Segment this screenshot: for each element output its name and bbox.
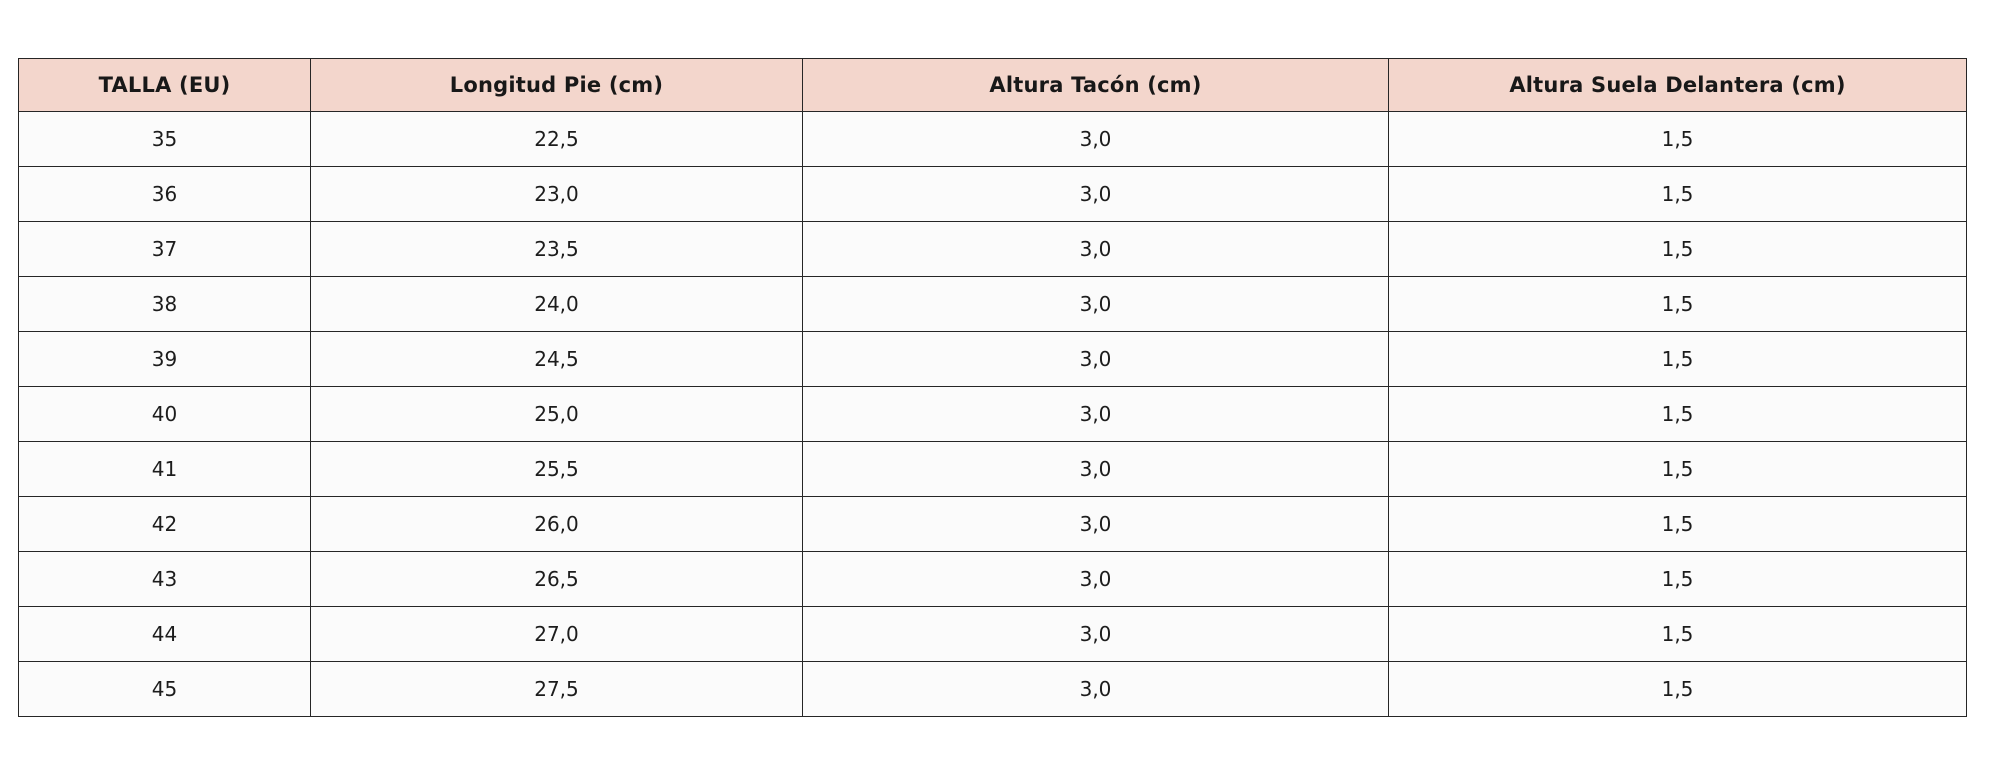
cell-longitud-pie: 27,5 — [311, 662, 803, 717]
table-header-row — [19, 59, 1967, 112]
cell-talla: 44 — [19, 607, 311, 662]
cell-longitud-pie: 26,5 — [311, 552, 803, 607]
cell-talla: 36 — [19, 167, 311, 222]
column-header-longitud-pie: Longitud Pie (cm) — [311, 59, 803, 112]
cell-longitud-pie: 24,0 — [311, 277, 803, 332]
table-row — [19, 497, 1967, 552]
table-row — [19, 277, 1967, 332]
cell-altura-suela: 1,5 — [1389, 442, 1967, 497]
table-row — [19, 112, 1967, 167]
table-header — [19, 59, 1967, 112]
cell-altura-suela: 1,5 — [1389, 112, 1967, 167]
cell-longitud-pie: 25,0 — [311, 387, 803, 442]
cell-altura-tacon: 3,0 — [803, 332, 1389, 387]
cell-longitud-pie: 25,5 — [311, 442, 803, 497]
cell-altura-suela: 1,5 — [1389, 662, 1967, 717]
size-chart-table — [18, 58, 1967, 717]
cell-talla: 45 — [19, 662, 311, 717]
cell-altura-suela: 1,5 — [1389, 222, 1967, 277]
table-row — [19, 662, 1967, 717]
cell-altura-suela: 1,5 — [1389, 277, 1967, 332]
column-header-altura-tacon: Altura Tacón (cm) — [803, 59, 1389, 112]
table-row — [19, 167, 1967, 222]
column-header-talla: TALLA (EU) — [19, 59, 311, 112]
cell-talla: 37 — [19, 222, 311, 277]
cell-talla: 42 — [19, 497, 311, 552]
size-chart-container — [18, 58, 1966, 717]
cell-altura-tacon: 3,0 — [803, 277, 1389, 332]
table-row — [19, 387, 1967, 442]
table-row — [19, 222, 1967, 277]
cell-talla: 38 — [19, 277, 311, 332]
table-row — [19, 332, 1967, 387]
cell-altura-suela: 1,5 — [1389, 167, 1967, 222]
cell-altura-tacon: 3,0 — [803, 552, 1389, 607]
cell-talla: 39 — [19, 332, 311, 387]
cell-altura-suela: 1,5 — [1389, 332, 1967, 387]
cell-altura-tacon: 3,0 — [803, 442, 1389, 497]
table-body — [19, 112, 1967, 717]
cell-altura-tacon: 3,0 — [803, 387, 1389, 442]
cell-altura-tacon: 3,0 — [803, 167, 1389, 222]
cell-talla: 40 — [19, 387, 311, 442]
cell-altura-tacon: 3,0 — [803, 222, 1389, 277]
cell-altura-tacon: 3,0 — [803, 497, 1389, 552]
column-header-altura-suela-delantera: Altura Suela Delantera (cm) — [1389, 59, 1967, 112]
cell-longitud-pie: 23,0 — [311, 167, 803, 222]
table-row — [19, 607, 1967, 662]
table-row — [19, 552, 1967, 607]
cell-longitud-pie: 23,5 — [311, 222, 803, 277]
table-row — [19, 442, 1967, 497]
cell-altura-tacon: 3,0 — [803, 112, 1389, 167]
cell-altura-suela: 1,5 — [1389, 552, 1967, 607]
cell-longitud-pie: 24,5 — [311, 332, 803, 387]
cell-longitud-pie: 27,0 — [311, 607, 803, 662]
cell-altura-tacon: 3,0 — [803, 662, 1389, 717]
cell-longitud-pie: 22,5 — [311, 112, 803, 167]
cell-altura-suela: 1,5 — [1389, 497, 1967, 552]
cell-altura-suela: 1,5 — [1389, 387, 1967, 442]
cell-talla: 43 — [19, 552, 311, 607]
cell-talla: 35 — [19, 112, 311, 167]
cell-talla: 41 — [19, 442, 311, 497]
cell-longitud-pie: 26,0 — [311, 497, 803, 552]
cell-altura-suela: 1,5 — [1389, 607, 1967, 662]
cell-altura-tacon: 3,0 — [803, 607, 1389, 662]
